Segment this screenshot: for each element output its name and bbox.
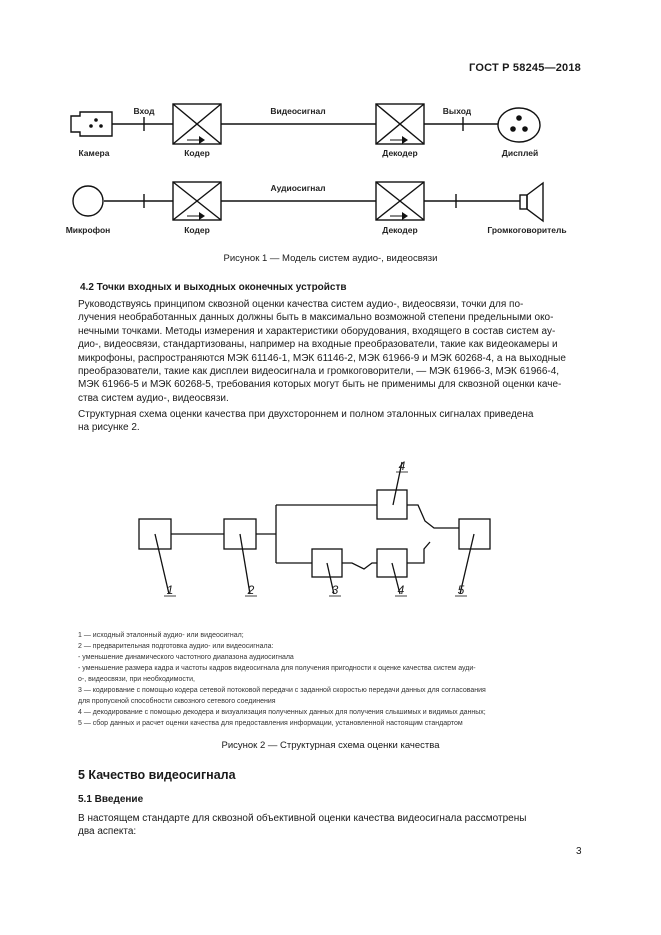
block-4-bottom [377, 549, 407, 577]
section-4-2-heading: 4.2 Точки входных и выходных оконечных устройств [80, 282, 347, 293]
section-4-2-paragraph-2 [78, 408, 583, 435]
figure-1-diagram [0, 0, 661, 250]
section-5-line: два аспекта: [78, 826, 137, 838]
legend-item: - уменьшение размера кадра и частоты кадров видеосигнала для получения пригодности к оценке качества систем ауди- [78, 665, 476, 672]
video-channel-label: Видеосигнал [270, 106, 326, 116]
figure-2-legend [78, 630, 588, 729]
figure-2-caption: Рисунок 2 — Структурная схема оценки качества [221, 740, 440, 751]
para1-line: дио-, видеосвязи, стандартизованы, например на входные преобразователи, такие как видеокамеры и [78, 339, 558, 351]
video-decoder-label: Декодер [382, 148, 418, 158]
audio-coder-label: Кодер [184, 225, 210, 235]
section-4-2-paragraph-1 [78, 298, 583, 405]
camera-icon [71, 112, 112, 136]
audio-decoder-label: Декодер [382, 225, 418, 235]
legend-item: для пропускной способности сквозного сетевого соединения [78, 698, 276, 705]
num-4-top: 4 [398, 459, 406, 473]
microphone-icon [73, 186, 103, 216]
display-icon [498, 108, 540, 142]
section-5-1-heading: 5.1 Введение [78, 794, 144, 805]
para1-line: Руководствуясь принципом сквозной оценки качества систем аудио-, видеосвязи, точки для по- [78, 299, 524, 310]
legend-item: 5 — сбор данных и расчет оценки качества для предоставления информации, установленной настоящим стандартом [78, 720, 463, 727]
speaker-label: Громкоговоритель [487, 225, 567, 235]
standard-header: ГОСТ Р 58245—2018 [469, 62, 581, 74]
camera-label: Камера [78, 148, 110, 158]
para1-line: нечными точками. Методы измерения и характеристики оборудования, входящего в состав систем ау- [78, 325, 556, 337]
section-5-1-paragraph [78, 812, 583, 839]
video-coder-label: Кодер [184, 148, 210, 158]
display-label: Дисплей [501, 148, 539, 158]
block-5 [459, 519, 490, 549]
num-1: 1 [166, 583, 174, 597]
page-number: 3 [576, 846, 582, 857]
legend-item: 3 — кодирование с помощью кодера сетевой потоковой передачи с заданной скоростью передачи данных для согласования [78, 687, 486, 694]
section-5-heading: 5 Качество видеосигнала [78, 768, 236, 782]
para1-line: ства систем аудио-, видеосвязи. [78, 392, 229, 404]
para2-line: Структурная схема оценки качества при двухстороннем и полном эталонных сигналах приведена [78, 409, 534, 420]
legend-item: 2 — предварительная подготовка аудио- или видеосигнала: [78, 643, 274, 650]
num-2: 2 [247, 583, 255, 597]
block-1 [139, 519, 171, 549]
figure-1-caption: Рисунок 1 — Модель систем аудио-, видеосвязи [223, 253, 438, 264]
video-input-label: Вход [133, 106, 155, 116]
para1-line: микрофоны, распространяются МЭК 61146-1, МЭК 61146-2, МЭК 61966-9 и МЭК 60268-4, а на выходные [78, 352, 566, 364]
num-4-bottom: 4 [397, 583, 405, 597]
legend-item: о-, видеосвязи, при необходимости, [78, 676, 195, 683]
video-output-label: Выход [442, 106, 472, 116]
section-5-line: В настоящем стандарте для сквозной объективной оценки качества видеосигнала рассмотрены [78, 813, 527, 824]
legend-item: 4 — декодирование с помощью декодера и визуализация полученных данных для получения слышимых и видимых данных; [78, 709, 486, 716]
block-3 [312, 549, 342, 577]
legend-item: 1 — исходный эталонный аудио- или видеосигнал; [78, 632, 244, 639]
speaker-icon [520, 195, 527, 209]
para1-line: лучения необработанных данных должны быть в максимально возможной степени предельными око- [78, 312, 554, 324]
para2-line: на рисунке 2. [78, 422, 140, 434]
block-2 [224, 519, 256, 549]
num-5: 5 [457, 583, 465, 597]
block-4-top [377, 490, 407, 519]
para1-line: МЭК 61966-5 и МЭК 60268-5, требования которых могут быть не применимы для сквозной оценки каче- [78, 379, 562, 391]
num-3: 3 [331, 583, 339, 597]
para1-line: преобразователи, такие как дисплеи видеосигнала и громкоговорители, — МЭК 61966-3, МЭК 61966-4, [78, 366, 560, 378]
audio-channel-label: Аудиосигнал [270, 183, 326, 193]
microphone-label: Микрофон [65, 225, 111, 235]
legend-item: - уменьшение динамического частотного диапазона аудиосигнала [78, 654, 294, 661]
